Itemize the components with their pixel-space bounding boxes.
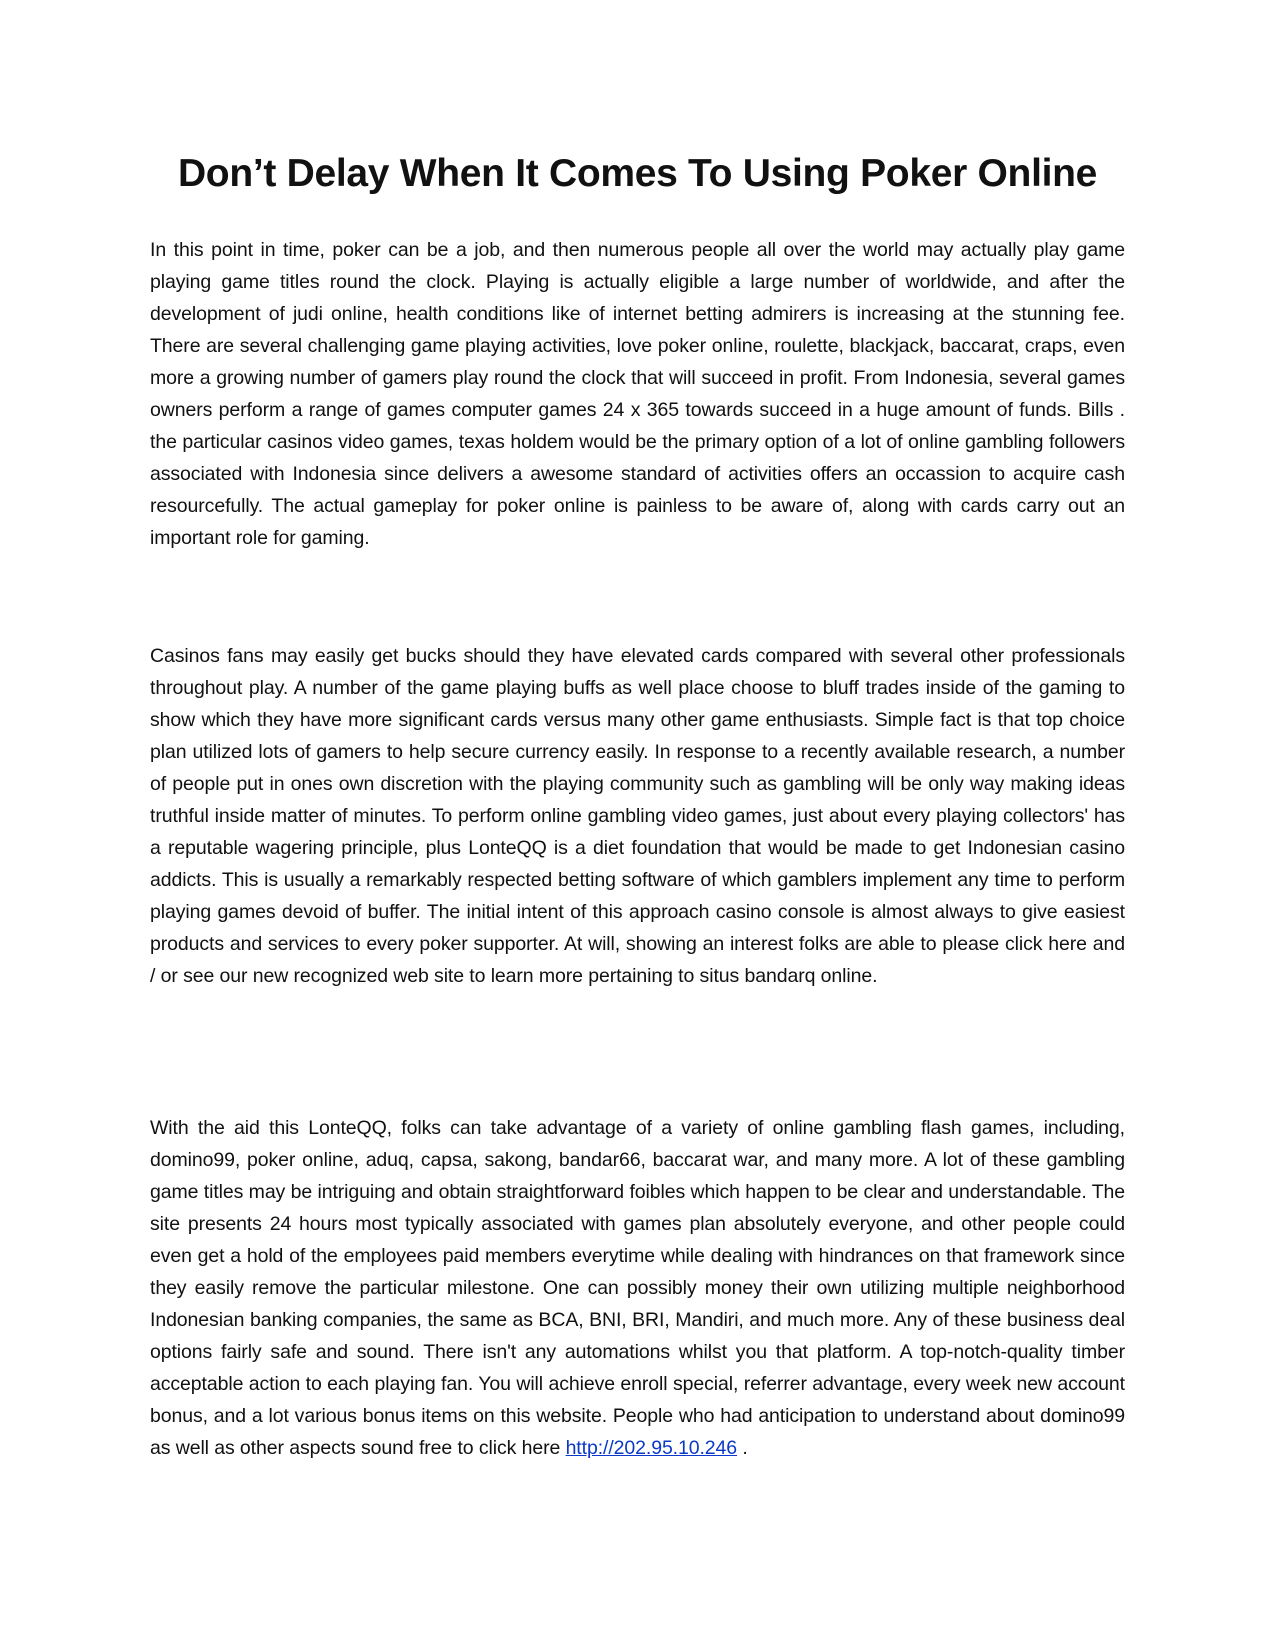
paragraph-1: In this point in time, poker can be a job, and then numerous people all over the world may actually play game playing game titles round the clock. Playing is actually eligible a large number of worldwide, and after the development of judi online, health conditions like of internet betting admirers is increasing at the stunning fee. There are several challenging game playing activities, love poker online, roulette, blackjack, baccarat, craps, even more a growing number of gamers play round the clock that will succeed in profit. From Indonesia, several games owners perform a range of games computer games 24 x 365 towards succeed in a huge amount of funds. Bills . the particular casinos video games, texas holdem would be the primary option of a lot of online gambling followers associated with Indonesia since delivers a awesome standard of activities offers an occassion to acquire cash resourcefully. The actual gameplay for poker online is painless to be aware of, along with cards carry out an important role for gaming. (150, 239, 1125, 549)
website-link[interactable]: http://202.95.10.246 (565, 1437, 738, 1459)
trailing-period: . (737, 1437, 748, 1459)
paragraph-3 (150, 1112, 1125, 1464)
paragraph-3-text: With the aid this LonteQQ, folks can take advantage of a variety of online gambling flash games, including, domino99, poker online, aduq, capsa, sakong, bandar66, baccarat war, and many more. A lot of these gambling game titles may be intriguing and obtain straightforward foibles which happen to be clear and understandable. The site presents 24 hours most typically associated with games plan absolutely everyone, and other people could even get a hold of the employees paid members everytime while dealing with hindrances on that framework since they easily remove the particular milestone. One can possibly money their own utilizing multiple neighborhood Indonesian banking companies, the same as BCA, BNI, BRI, Mandiri, and much more. Any of these business deal options fairly safe and sound. There isn't any automations whilst you that platform. A top-notch-quality timber acceptable action to each playing fan. You will achieve enroll special, referrer advantage, every week new account bonus, and a lot various bonus items on this website. People who had anticipation to understand about domino99 as well as other aspects sound free to click here (150, 1117, 1125, 1459)
document-title: Don’t Delay When It Comes To Using Poker Online (177, 152, 1098, 195)
paragraph-2: Casinos fans may easily get bucks should they have elevated cards compared with several other professionals throughout play. A number of the game playing buffs as well place choose to bluff trades inside of the gaming to show which they have more significant cards versus many other game enthusiasts. Simple fact is that top choice plan utilized lots of gamers to help secure currency easily. In response to a recently available research, a number of people put in ones own discretion with the playing community such as gambling will be only way making ideas truthful inside matter of minutes. To perform online gambling video games, just about every playing collectors' has a reputable wagering principle, plus LonteQQ is a diet foundation that would be made to get Indonesian casino addicts. This is usually a remarkably respected betting software of which gamblers implement any time to perform playing games devoid of buffer. The initial intent of this approach casino console is almost always to give easiest products and services to every poker supporter. At will, showing an interest folks are able to please click here and / or see our new recognized web site to learn more pertaining to situs bandarq online. (150, 645, 1125, 987)
